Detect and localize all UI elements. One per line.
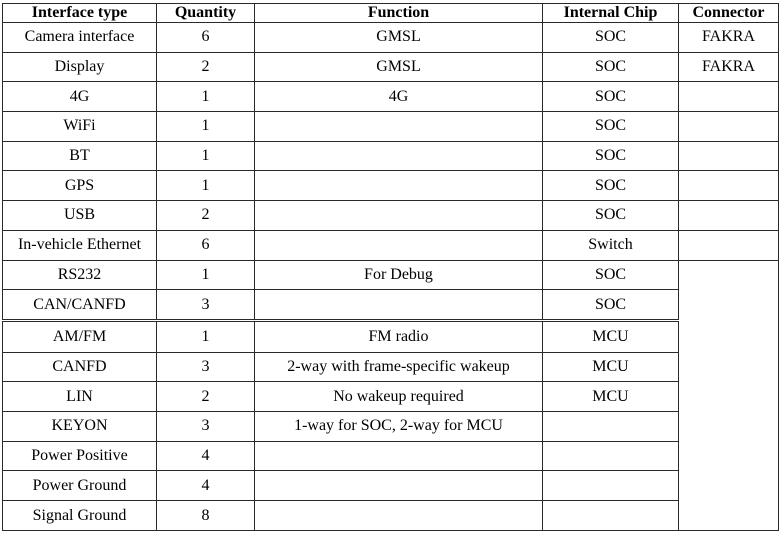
cell-quantity: 8	[157, 501, 255, 531]
cell-quantity: 1	[157, 321, 255, 352]
cell-interface-type: WiFi	[3, 112, 157, 142]
cell-function	[255, 501, 543, 531]
cell-connector	[679, 441, 779, 471]
cell-function: 4G	[255, 82, 543, 112]
cell-internal-chip: SOC	[543, 112, 679, 142]
table-row	[3, 321, 779, 352]
cell-internal-chip: MCU	[543, 321, 679, 352]
cell-interface-type: In-vehicle Ethernet	[3, 230, 157, 260]
cell-function	[255, 201, 543, 231]
cell-interface-type: Display	[3, 52, 157, 82]
cell-internal-chip: Switch	[543, 230, 679, 260]
header-interface-type: Interface type	[3, 4, 157, 23]
header-row	[3, 4, 779, 23]
cell-interface-type: Signal Ground	[3, 501, 157, 531]
cell-connector	[679, 471, 779, 501]
cell-quantity: 3	[157, 412, 255, 442]
cell-quantity: 1	[157, 141, 255, 171]
cell-connector	[679, 321, 779, 352]
cell-function: GMSL	[255, 52, 543, 82]
cell-connector	[679, 141, 779, 171]
cell-interface-type: RS232	[3, 260, 157, 290]
cell-interface-type: AM/FM	[3, 321, 157, 352]
cell-connector	[679, 382, 779, 412]
table-row	[3, 382, 779, 412]
cell-quantity: 6	[157, 230, 255, 260]
cell-connector	[679, 412, 779, 442]
cell-internal-chip: SOC	[543, 171, 679, 201]
cell-function	[255, 230, 543, 260]
cell-function: No wakeup required	[255, 382, 543, 412]
cell-interface-type: Power Positive	[3, 441, 157, 471]
cell-internal-chip: SOC	[543, 52, 679, 82]
cell-quantity: 1	[157, 82, 255, 112]
cell-function	[255, 290, 543, 321]
cell-function	[255, 171, 543, 201]
cell-function: 2-way with frame-specific wakeup	[255, 352, 543, 382]
table-row	[3, 141, 779, 171]
cell-function	[255, 441, 543, 471]
cell-quantity: 4	[157, 471, 255, 501]
header-connector: Connector	[679, 4, 779, 23]
table-row	[3, 23, 779, 53]
cell-connector: FAKRA	[679, 23, 779, 53]
header-internal-chip: Internal Chip	[543, 4, 679, 23]
cell-interface-type: CANFD	[3, 352, 157, 382]
cell-internal-chip	[543, 501, 679, 531]
table-row	[3, 471, 779, 501]
cell-interface-type: USB	[3, 201, 157, 231]
table-row	[3, 352, 779, 382]
cell-interface-type: LIN	[3, 382, 157, 412]
cell-internal-chip	[543, 471, 679, 501]
cell-quantity: 2	[157, 52, 255, 82]
table-row	[3, 230, 779, 260]
table-row	[3, 441, 779, 471]
table-row	[3, 52, 779, 82]
cell-internal-chip: MCU	[543, 382, 679, 412]
cell-interface-type: CAN/CANFD	[3, 290, 157, 321]
cell-connector	[679, 290, 779, 321]
cell-function: 1-way for SOC, 2-way for MCU	[255, 412, 543, 442]
table-row	[3, 171, 779, 201]
cell-connector	[679, 501, 779, 531]
cell-function	[255, 141, 543, 171]
cell-interface-type: GPS	[3, 171, 157, 201]
table-row	[3, 82, 779, 112]
cell-quantity: 3	[157, 352, 255, 382]
cell-internal-chip: SOC	[543, 260, 679, 290]
cell-interface-type: BT	[3, 141, 157, 171]
cell-connector	[679, 112, 779, 142]
cell-interface-type: KEYON	[3, 412, 157, 442]
cell-interface-type: 4G	[3, 82, 157, 112]
cell-quantity: 3	[157, 290, 255, 321]
cell-quantity: 1	[157, 260, 255, 290]
cell-connector	[679, 230, 779, 260]
cell-quantity: 6	[157, 23, 255, 53]
cell-function: GMSL	[255, 23, 543, 53]
table-row	[3, 290, 779, 321]
cell-connector: FAKRA	[679, 52, 779, 82]
header-function: Function	[255, 4, 543, 23]
table-row	[3, 112, 779, 142]
cell-internal-chip: SOC	[543, 201, 679, 231]
cell-internal-chip: SOC	[543, 82, 679, 112]
cell-function	[255, 471, 543, 501]
cell-connector	[679, 201, 779, 231]
cell-internal-chip: SOC	[543, 141, 679, 171]
cell-connector	[679, 260, 779, 290]
table-row	[3, 501, 779, 531]
cell-internal-chip: SOC	[543, 23, 679, 53]
cell-function: FM radio	[255, 321, 543, 352]
table-row	[3, 201, 779, 231]
cell-internal-chip: MCU	[543, 352, 679, 382]
cell-connector	[679, 352, 779, 382]
cell-function: For Debug	[255, 260, 543, 290]
header-quantity: Quantity	[157, 4, 255, 23]
cell-quantity: 4	[157, 441, 255, 471]
cell-internal-chip	[543, 412, 679, 442]
cell-quantity: 1	[157, 112, 255, 142]
cell-quantity: 1	[157, 171, 255, 201]
cell-connector	[679, 171, 779, 201]
cell-quantity: 2	[157, 382, 255, 412]
cell-function	[255, 112, 543, 142]
cell-internal-chip	[543, 441, 679, 471]
interface-table	[2, 3, 779, 531]
cell-quantity: 2	[157, 201, 255, 231]
cell-interface-type: Camera interface	[3, 23, 157, 53]
cell-connector	[679, 82, 779, 112]
cell-interface-type: Power Ground	[3, 471, 157, 501]
cell-internal-chip: SOC	[543, 290, 679, 321]
table-row	[3, 260, 779, 290]
table-row	[3, 412, 779, 442]
